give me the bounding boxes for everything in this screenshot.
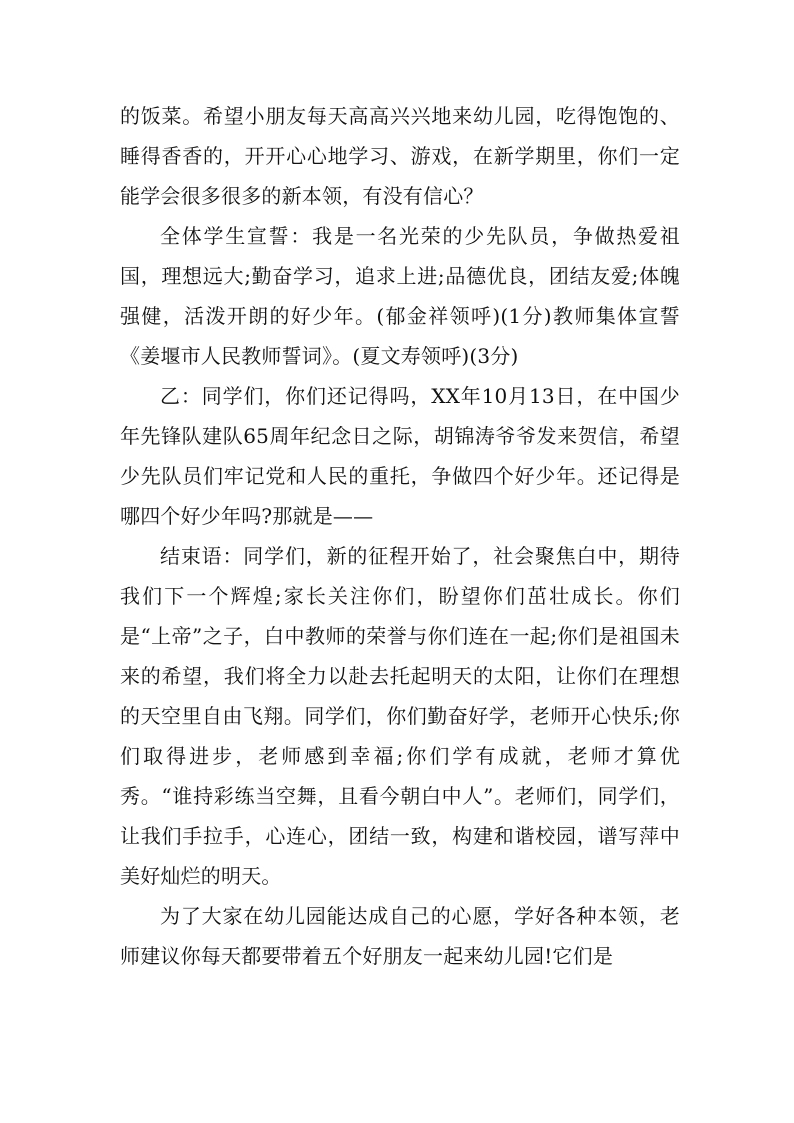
paragraph-oath: 全体学生宣誓：我是一名光荣的少先队员，争做热爱祖国，理想远大;勤奋学习，追求上进;品德优良，团结友爱;体魄强健，活泼开朗的好少年。(郁金祥领呼)(1分)教师集体宣誓《姜堰市人民教师誓词》。(夏文寿领呼)(3分) (120, 224, 680, 368)
document-body (120, 96, 680, 976)
paragraph-closing-remarks: 结束语：同学们，新的征程开始了，社会聚焦白中，期待我们下一个辉煌;家长关注你们，盼望你们茁壮成长。你们是“上帝”之子，白中教师的荣誉与你们连在一起;你们是祖国未来的希望，我们将全力以赴去托起明天的太阳，让你们在理想的天空里自由飞翔。同学们，你们勤奋好学，老师开心快乐;你们取得进步，老师感到幸福;你们学有成就，老师才算优秀。“谁持彩练当空舞，且看今朝白中人”。老师们，同学们，让我们手拉手，心连心，团结一致，构建和谐校园，谱写萍中美好灿烂的明天。 (120, 544, 680, 888)
paragraph-pioneer-anniversary: 乙：同学们，你们还记得吗，XX年10月13日，在中国少年先锋队建队65周年纪念日之际，胡锦涛爷爷发来贺信，希望少先队员们牢记党和人民的重托，争做四个好少年。还记得是哪四个好少年吗?那就是—— (120, 384, 680, 528)
paragraph-kindergarten-advice: 为了大家在幼儿园能达成自己的心愿，学好各种本领，老师建议你每天都要带着五个好朋友一起来幼儿园!它们是 (120, 904, 680, 968)
paragraph-continued: 的饭菜。希望小朋友每天高高兴兴地来幼儿园，吃得饱饱的、睡得香香的，开开心心地学习、游戏，在新学期里，你们一定能学会很多很多的新本领，有没有信心？ (120, 104, 680, 208)
